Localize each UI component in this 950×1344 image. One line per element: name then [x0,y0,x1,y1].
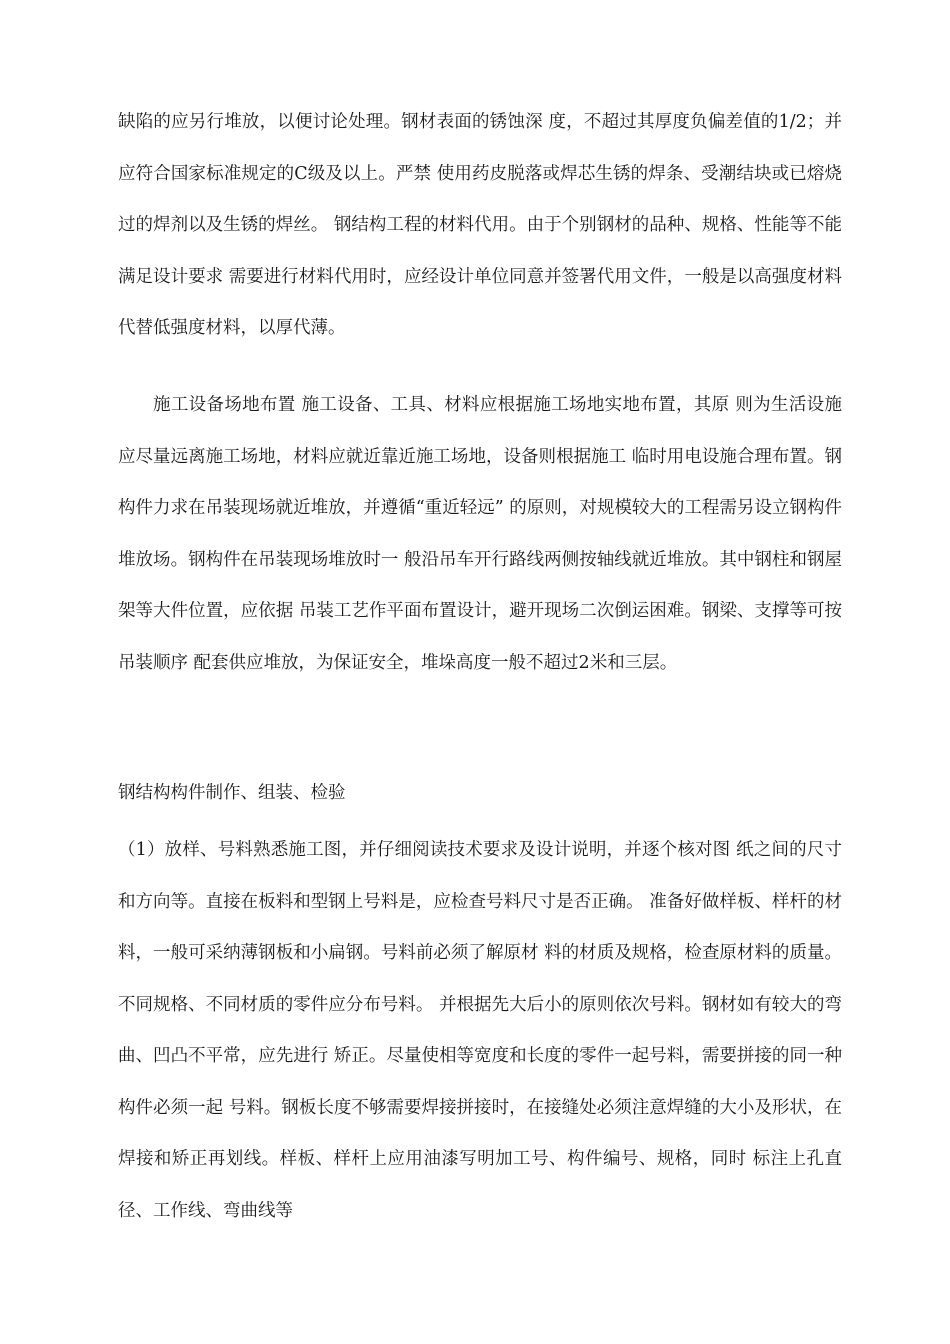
paragraph-layout-marking: （1）放样、号料熟悉施工图，并仔细阅读技术要求及设计说明，并逐个核对图 纸之间的尺寸和方向等。直接在板料和型钢上号料是，应检查号料尺寸是否正确。 准备好做样板、样杆的材料，一般可采纳薄钢板和小扁钢。号料前必须了解原材 料的材质及规格，检查原材料的质量。不同规格、不同材质的零件应分布号料。 并根据先大后小的原则依次号料。钢材如有较大的弯曲、凹凸不平常，应先进行 矫正。尽量使相等宽度和长度的零件一起号料，需要拼接的同一种构件必须一起 号料。钢板长度不够需要焊接拼接时，在接缝处必须注意焊缝的大小及形状，在 焊接和矫正再划线。样板、样杆上应用油漆写明加工号、构件编号、规格，同时 标注上孔直径、工作线、弯曲线等 [118,840,842,1221]
paragraph-material-defects: 缺陷的应另行堆放，以便讨论处理。钢材表面的锈蚀深 度，不超过其厚度负偏差值的1/2；并应符合国家标准规定的C级及以上。严禁 使用药皮脱落或焊芯生锈的焊条、受潮结块或已熔烧过的焊剂以及生锈的焊丝。 钢结构工程的材料代用。由于个别钢材的品种、规格、性能等不能满足设计要求 需要进行材料代用时，应经设计单位同意并签署代用文件，一般是以高强度材料 代替低强度材料，以厚代薄。 [118,112,842,338]
paragraph-site-layout: 施工设备场地布置 施工设备、工具、材料应根据施工场地实地布置，其原 则为生活设施应尽量远离施工场地，材料应就近靠近施工场地，设备则根据施工 临时用电设施合理布置。钢构件力求在吊装现场就近堆放，并遵循“重近轻远” 的原则，对规模较大的工程需另设立钢构件堆放场。钢构件在吊装现场堆放时一 般沿吊车开行路线两侧按轴线就近堆放。其中钢柱和钢屋架等大件位置，应依据 吊装工艺作平面布置设计，避开现场二次倒运困难。钢梁、支撑等可按吊装顺序 配套供应堆放，为保证安全，堆垛高度一般不超过2米和三层。 [118,395,842,673]
section-heading-fabrication: 钢结构构件制作、组装、检验 [118,783,346,803]
